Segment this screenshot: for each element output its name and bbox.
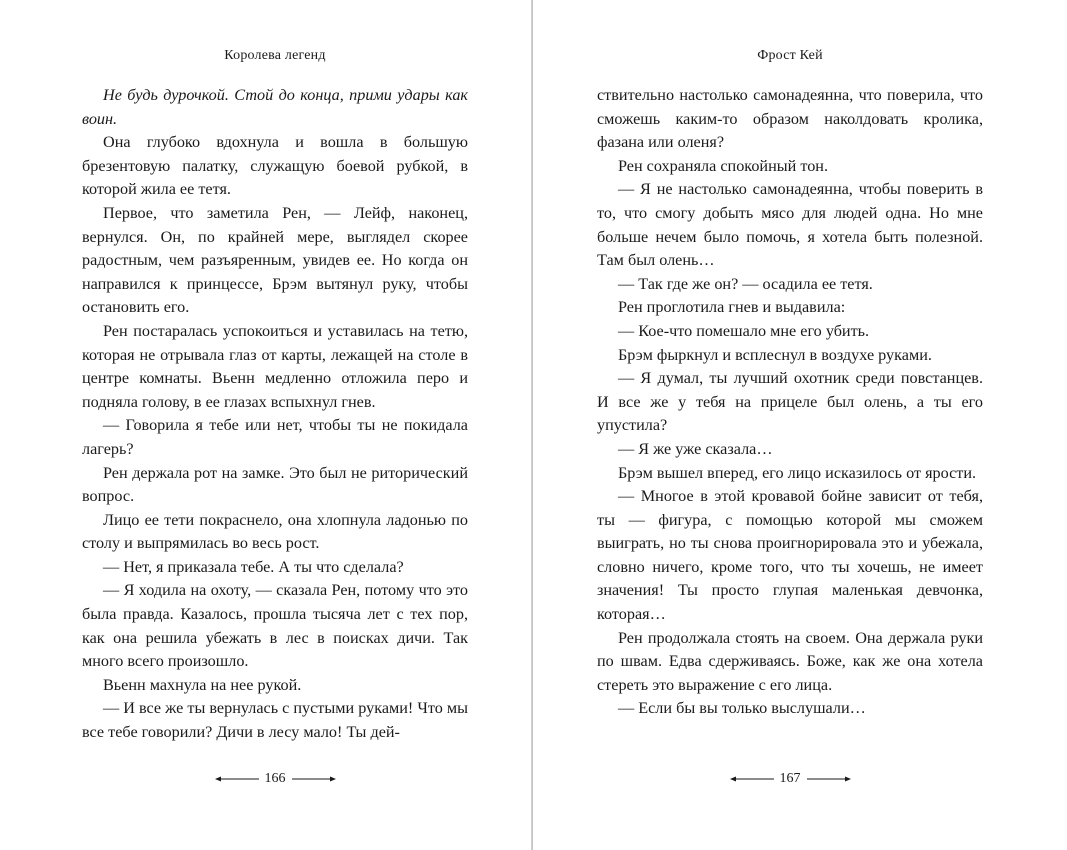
paragraph: Первое, что заметила Рен, — Лейф, наконец, вернулся. Он, по крайней мере, выглядел скорее радостным, чем разъяренным, увидев ее. Но когда он направился к принцессе, Брэм вытянул руку, чтобы остановить его. [82, 203, 468, 317]
paragraph: — Многое в этой кровавой бойне зависит от тебя, ты — фигура, с помощью которой мы сможем выиграть, но ты снова проигнорировала это и убежала, словно ничего, кроме того, что ты хочешь, не имеет значения! Ты просто глупая маленькая девчонка, которая… [597, 487, 983, 624]
right-page-body [597, 84, 983, 721]
folio-left [82, 771, 468, 787]
paragraph: — Нет, я приказала тебе. А ты что сделала? [103, 557, 404, 576]
paragraph: — Я же уже сказала… [618, 439, 773, 458]
paragraph: Рен постаралась успокоиться и уставилась на тетю, которая не отрывала глаз от карты, лежащей на столе в центре комнаты. Вьенн медленно отложила перо и подняла голову, в ее глазах вспыхнул гнев. [82, 321, 468, 411]
ornament-rule-left [215, 775, 259, 783]
paragraph: Она глубоко вдохнула и вошла в большую брезентовую палатку, служащую боевой рубкой, в которой жила ее тетя. [82, 133, 468, 199]
paragraph: Рен продолжала стоять на своем. Она держала руки по швам. Едва сдерживаясь. Боже, как же она хотела стереть это выражение с его лица. [597, 628, 983, 694]
paragraph: ствительно настолько самонадеянна, что поверила, что сможешь каким-то образом наколдовать кролика, фазана или оленя? [597, 86, 983, 152]
paragraph: — Если бы вы только выслушали… [618, 699, 866, 718]
left-page [82, 0, 468, 850]
left-page-body [82, 84, 468, 745]
page-number: 166 [264, 771, 286, 786]
paragraph: Брэм вышел вперед, его лицо исказилось от ярости. [618, 463, 977, 482]
paragraph: — Я не настолько самонадеянна, чтобы поверить в то, что смогу добыть мясо для людей одна. Но мне больше нечем было помочь, я хотела быть полезной. Там был олень… [597, 180, 983, 270]
right-page [597, 0, 983, 850]
paragraph: Рен держала рот на замке. Это был не риторический вопрос. [82, 463, 468, 506]
page-gutter [531, 0, 533, 850]
paragraph: Рен сохраняла спокойный тон. [618, 156, 829, 175]
paragraph: — Я ходила на охоту, — сказала Рен, потому что это была правда. Казалось, прошла тысяча лет с тех пор, как она решила убежать в лес в поисках дичи. Так много всего произошло. [82, 581, 468, 671]
paragraph: — Говорила я тебе или нет, чтобы ты не покидала лагерь? [82, 416, 468, 458]
paragraph: — Я думал, ты лучший охотник среди повстанцев. И все же у тебя на прицеле был олень, а ты его упустила? [597, 369, 983, 435]
running-head-right: Фрост Кей [757, 48, 823, 63]
paragraph: — Так где же он? — осадила ее тетя. [618, 274, 873, 293]
paragraph: Брэм фыркнул и всплеснул в воздухе руками. [618, 345, 932, 364]
paragraph: Не будь дурочкой. Стой до конца, прими удары как воин. [82, 86, 468, 128]
ornament-rule-left [730, 775, 774, 783]
folio-right [597, 771, 983, 787]
paragraph: Вьенн махнула на нее рукой. [103, 675, 302, 694]
paragraph: — Кое-что помешало мне его убить. [618, 321, 870, 340]
paragraph: Лицо ее тети покраснело, она хлопнула ладонью по столу и выпрямилась во весь рост. [82, 510, 468, 553]
running-head-left: Королева легенд [224, 48, 326, 63]
page-number: 167 [779, 771, 801, 786]
paragraph: — И все же ты вернулась с пустыми руками! Что мы все тебе говорили? Дичи в лесу мало! Ты дей- [82, 699, 468, 742]
ornament-rule-right [292, 775, 336, 783]
paragraph: Рен проглотила гнев и выдавила: [618, 298, 846, 317]
ornament-rule-right [807, 775, 851, 783]
